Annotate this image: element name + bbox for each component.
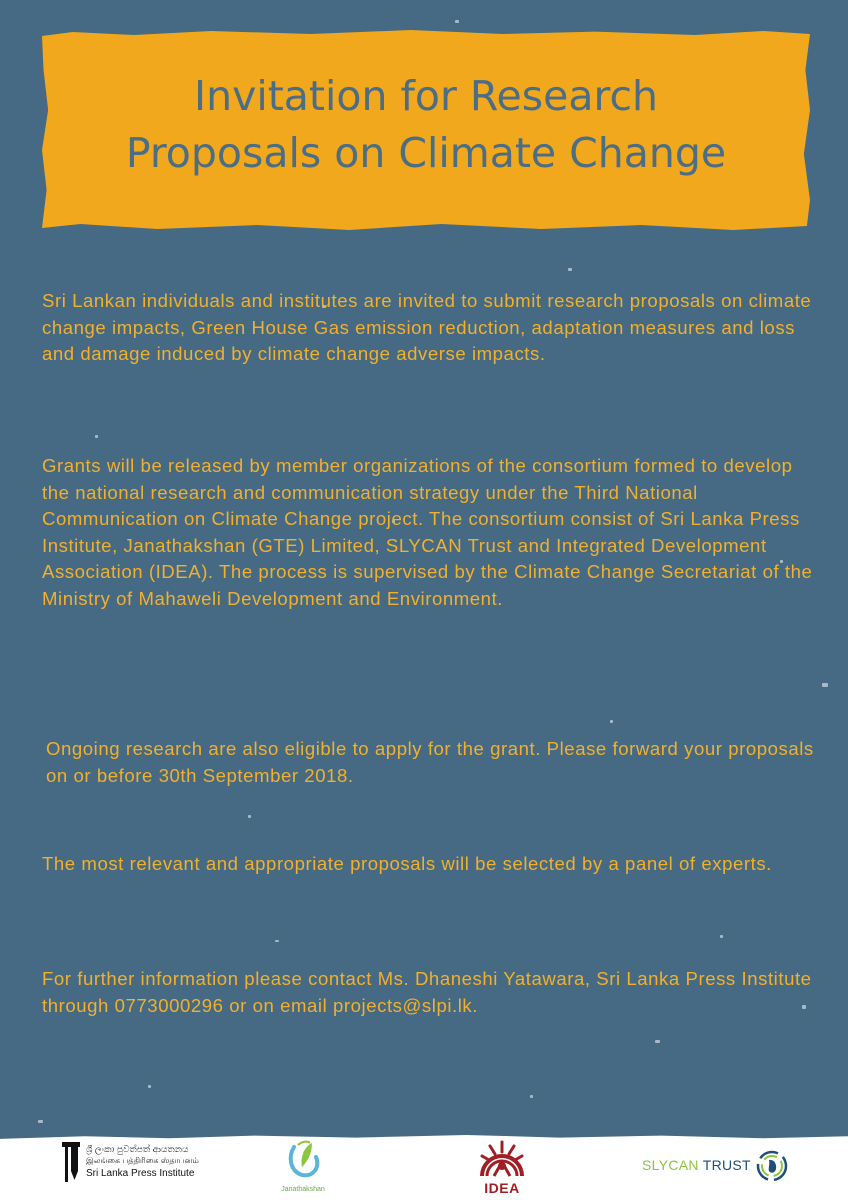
title-line-2: Proposals on Climate Change: [125, 129, 727, 177]
speck: [822, 683, 828, 687]
speck: [530, 1095, 533, 1098]
janathakshan-leaf-icon: [280, 1137, 326, 1185]
speck: [248, 815, 251, 818]
speck: [148, 1085, 151, 1088]
paragraph-deadline: Ongoing research are also eligible to apply for the grant. Please forward your proposals on or before 30th September 2018.: [46, 738, 814, 786]
title-line-1: Invitation for Research: [194, 72, 658, 120]
idea-emblem-icon: [474, 1136, 530, 1180]
slpi-english-name: Sri Lanka Press Institute: [86, 1168, 195, 1179]
paragraph-contact: For further information please contact Ms. Dhaneshi Yatawara, Sri Lanka Press Institute through 0773000296 or on email projects@slpi.lk.: [42, 968, 812, 1016]
speck: [655, 1040, 660, 1043]
slycan-trust-logo: [642, 1150, 792, 1186]
paragraph-invitation: Sri Lankan individuals and institutes are invited to submit research proposals on climate change impacts, Green House Gas emission reduction, adaptation measures and loss and damage induced by climate change adverse impacts.: [42, 290, 812, 364]
paragraph-selection: The most relevant and appropriate proposals will be selected by a panel of experts.: [42, 853, 772, 874]
speck: [455, 20, 459, 23]
slpi-logo: [62, 1142, 212, 1184]
speck: [95, 435, 98, 438]
idea-name: IDEA: [484, 1180, 520, 1196]
trust-word: TRUST: [698, 1157, 751, 1173]
speck: [610, 720, 613, 723]
slpi-tamil-name: இலங்கை பத்திரிகை ஸ்தாபனம்: [86, 1156, 199, 1165]
speck: [275, 940, 279, 942]
janathakshan-name: Janathakshan: [281, 1186, 325, 1193]
slpi-sinhala-name: ශ්‍රී ලංකා පුවත්පත් ආයතනය: [86, 1144, 189, 1154]
idea-logo: [474, 1136, 530, 1196]
slycan-word: SLYCAN: [642, 1157, 699, 1173]
page-title: [42, 68, 810, 182]
slpi-pen-icon: [62, 1142, 80, 1182]
speck: [38, 1120, 43, 1123]
speck: [720, 935, 723, 938]
paragraph-grants: Grants will be released by member organizations of the consortium formed to develop the national research and communication strategy under the Third National Communication on Climate Change project. The consortium consist of Sri Lanka Press Institute, Janathakshan (GTE) Limited, SLYCAN Trust and Integrated Development Association (IDEA). The process is supervised by the Climate Change Secretariat of the Ministry of Mahaweli Development and Environment.: [42, 455, 813, 609]
slycan-trust-name: [642, 1157, 751, 1173]
speck: [568, 268, 572, 271]
slycan-globe-icon: [756, 1150, 788, 1182]
janathakshan-logo: [280, 1137, 326, 1195]
